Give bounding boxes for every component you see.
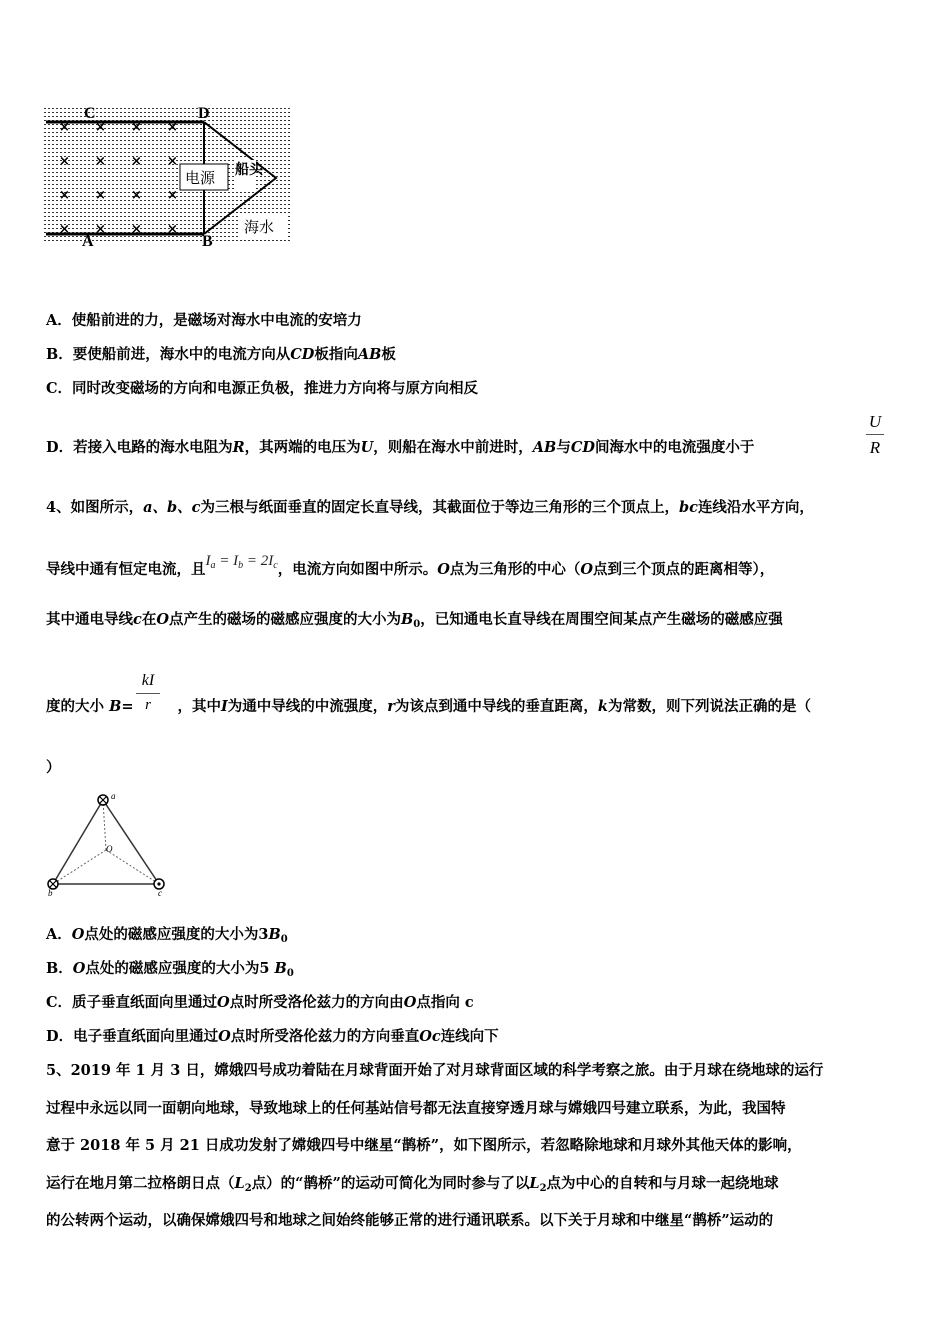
field-cross: ×	[167, 222, 178, 237]
svg-text:海水: 海水	[244, 218, 275, 236]
q4-stem-line-3: 其中通电导线c在O点产生的磁场的磁感应强度的大小为$B_0$，已知通电长直导线在周围空间某点产生磁场的磁感应强	[46, 611, 783, 630]
field-cross: ×	[95, 222, 106, 237]
field-cross: ×	[167, 188, 178, 203]
svg-text:O: O	[106, 844, 113, 854]
q4-fraction-numerator: kI	[141, 672, 155, 689]
svg-text:船头: 船头	[235, 162, 263, 178]
field-cross: ×	[131, 154, 142, 169]
field-cross: ×	[131, 120, 142, 135]
boat-diagram	[44, 104, 294, 248]
q3-fraction-numerator: U	[868, 412, 882, 431]
svg-text:A: A	[82, 233, 94, 248]
q3-option-d[interactable]: D．若接入电路的海水电阻为R，其两端的电压为U，则船在海水中前进时，AB与CD间海水中的电流强度小于	[46, 439, 755, 456]
q4-fraction-denominator: r	[145, 697, 151, 713]
field-cross: ×	[95, 188, 106, 203]
q5-stem-line-2: 过程中永远以同一面朝向地球，导致地球上的任何基站信号都无法直接穿透月球与嫦娥四号建立联系，为此，我国特	[46, 1100, 786, 1117]
svg-text:a: a	[111, 791, 116, 801]
q4-option-d[interactable]: D．电子垂直纸面向里通过O点时所受洛伦兹力的方向垂直Oc连线向下	[46, 1028, 499, 1045]
field-cross: ×	[59, 222, 70, 237]
field-cross: ×	[167, 154, 178, 169]
q3-fraction-denominator: R	[869, 438, 881, 457]
field-cross: ×	[95, 120, 106, 135]
svg-text:C: C	[84, 105, 96, 122]
q5-stem-line-1: 5、2019 年 1 月 3 日，嫦娥四号成功着陆在月球背面开始了对月球背面区域的科学考察之旅。由于月球在绕地球的运行	[46, 1062, 824, 1079]
q4-stem-line-5: ）	[46, 759, 61, 776]
field-cross: ×	[167, 120, 178, 135]
svg-text:电源: 电源	[185, 169, 216, 187]
q5-stem-line-5: 的公转两个运动，以确保嫦娥四号和地球之间始终能够正常的进行通讯联系。以下关于月球和中继星“鹊桥”运动的	[46, 1212, 774, 1229]
q3-option-a[interactable]: A．使船前进的力，是磁场对海水中电流的安培力	[46, 312, 362, 329]
field-cross: ×	[131, 188, 142, 203]
svg-text:D: D	[198, 105, 210, 122]
q3-option-c[interactable]: C．同时改变磁场的方向和电源正负极，推进力方向将与原方向相反	[46, 380, 479, 397]
field-cross: ×	[59, 120, 70, 135]
q4-stem-line-2: 导线中通有恒定电流，且$I_a = I_b = 2I_c$，电流方向如图中所示。O点为三角形的中心（O点到三个顶点的距离相等），	[46, 553, 775, 578]
field-cross: ×	[95, 154, 106, 169]
svg-text:b: b	[48, 888, 53, 898]
q3-option-b[interactable]: B．要使船前进，海水中的电流方向从CD板指向AB板	[46, 346, 396, 363]
field-cross: ×	[59, 188, 70, 203]
q3-fraction-bar	[866, 434, 884, 435]
triangle-wires-diagram	[44, 788, 174, 898]
wire-a-into-page	[98, 795, 108, 805]
q4-option-b[interactable]: B．O点处的磁感应强度的大小为5 $B_0$	[46, 960, 294, 979]
q4-option-a[interactable]: A．O点处的磁感应强度的大小为$3B_0$	[46, 926, 288, 945]
q4-stem-line-4: 度的大小 B= ，其中I为通中导线的中流强度，r为该点到通中导线的垂直距离，k为常数，则下列说法正确的是（	[46, 698, 811, 715]
field-cross: ×	[59, 154, 70, 169]
field-cross: ×	[131, 222, 142, 237]
svg-text:c: c	[158, 888, 162, 898]
q4-stem-line-1: 4、如图所示，a、b、c为三根与纸面垂直的固定长直导线，其截面位于等边三角形的三个顶点上，bc连线沿水平方向，	[46, 499, 814, 516]
q5-stem-line-4: 运行在地月第二拉格朗日点（$L_2$点）的“鹊桥”的运动可简化为同时参与了以$L_2$点为中心的自转和与月球一起绕地球	[46, 1175, 779, 1194]
q5-stem-line-3: 意于 2018 年 5 月 21 日成功发射了嫦娥四号中继星“鹊桥”，如下图所示，若忽略除地球和月球外其他天体的影响，	[46, 1137, 802, 1154]
svg-text:B: B	[202, 233, 213, 248]
current-equation: $I_a = I_b = 2I_c$	[205, 553, 278, 571]
q4-option-c[interactable]: C．质子垂直纸面向里通过O点时所受洛伦兹力的方向由O点指向 c	[46, 994, 474, 1011]
q4-fraction-bar	[136, 693, 160, 694]
